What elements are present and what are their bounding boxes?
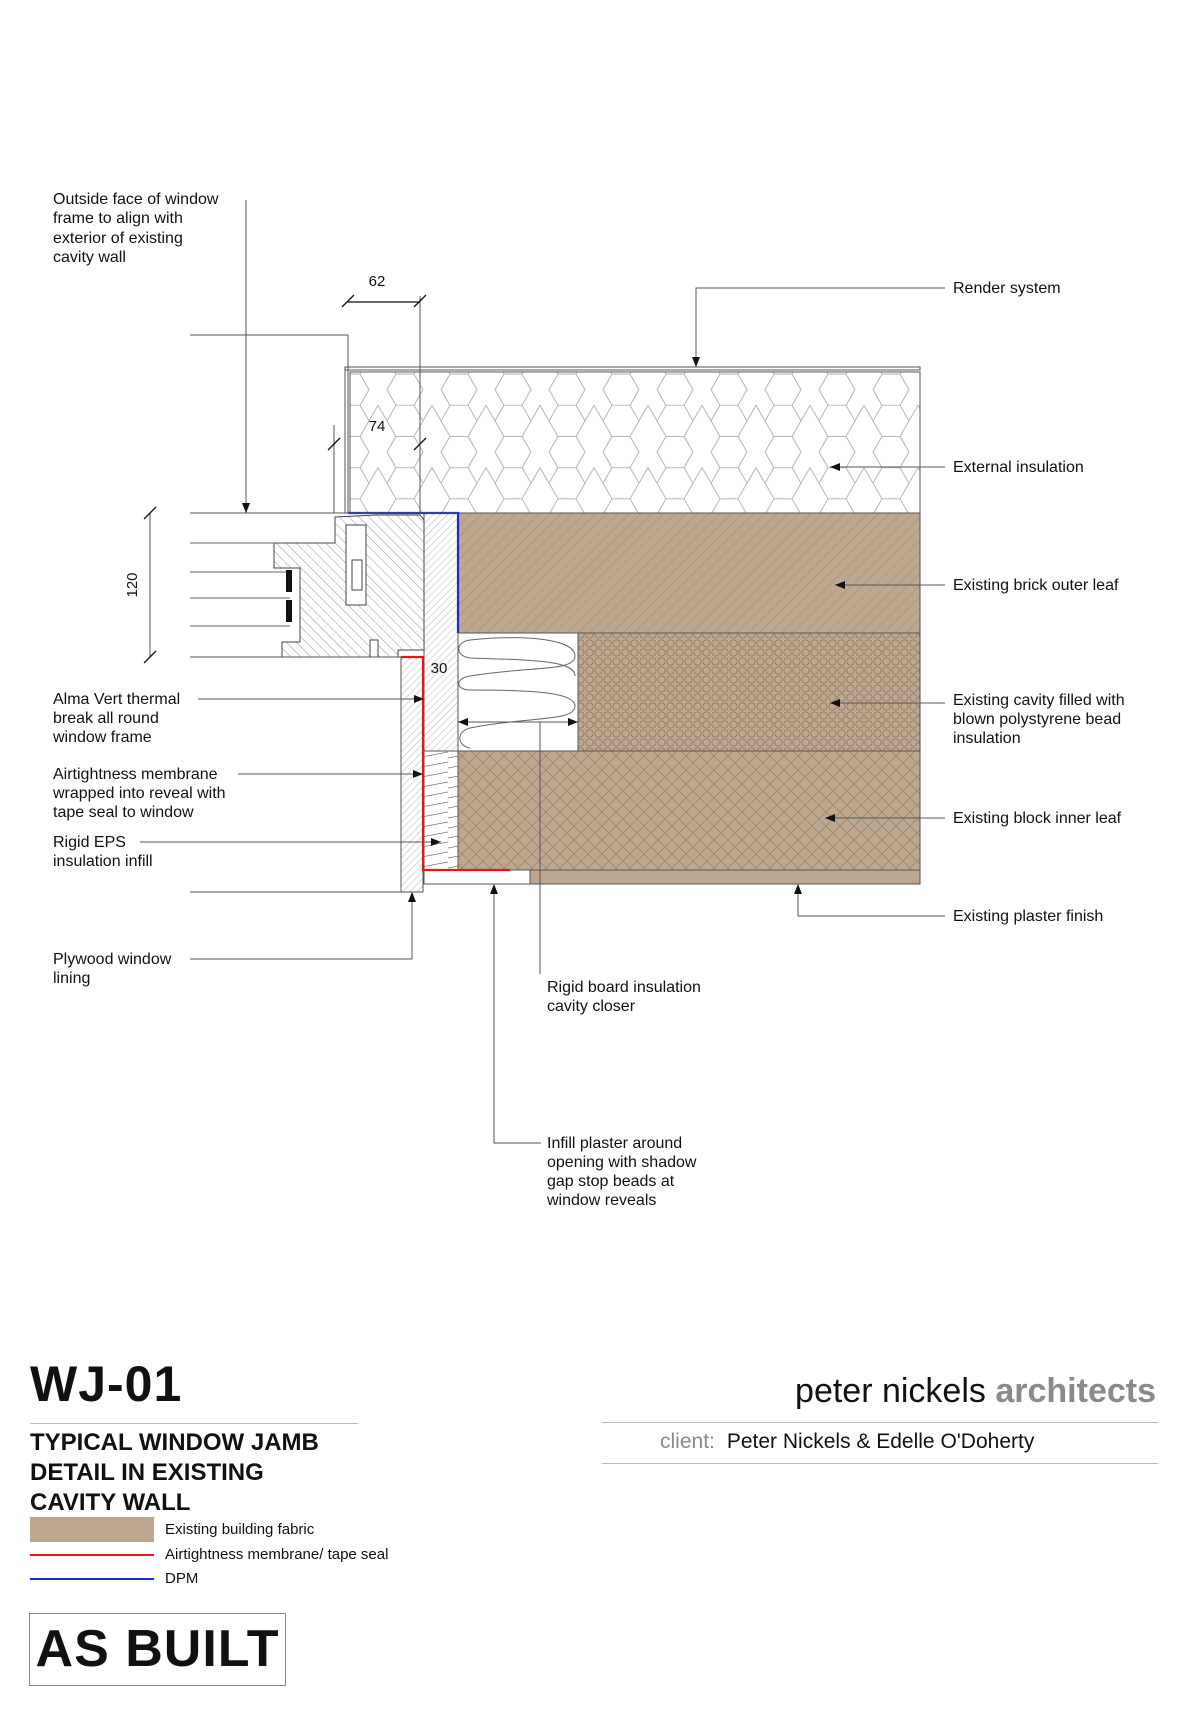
legend-line-dpm — [30, 1578, 154, 1580]
client-label: client: — [660, 1430, 715, 1453]
svg-text:tape seal to window: tape seal to window — [53, 804, 194, 821]
svg-text:blown polystyrene bead: blown polystyrene bead — [953, 711, 1122, 728]
svg-text:insulation: insulation — [953, 730, 1021, 747]
annotation-airtightness — [52, 766, 226, 821]
annotation-alma-vert — [52, 691, 180, 746]
cavity-bead-fill — [578, 633, 920, 751]
leader-plywood — [190, 892, 412, 959]
client-row — [602, 1430, 1158, 1454]
leader-render — [696, 288, 945, 367]
render-line — [345, 367, 920, 370]
svg-text:Infill plaster around: Infill plaster around — [547, 1135, 683, 1152]
svg-text:lining: lining — [53, 970, 91, 987]
title-divider — [30, 1423, 358, 1424]
svg-text:exterior of existing: exterior of existing — [53, 230, 183, 247]
svg-text:gap stop beads at: gap stop beads at — [547, 1173, 675, 1190]
svg-text:Existing cavity filled with: Existing cavity filled with — [953, 692, 1125, 709]
legend-swatch-fabric — [30, 1517, 154, 1542]
external-insulation-band — [350, 372, 920, 513]
annotation-render-system: Render system — [953, 280, 1061, 297]
svg-text:Airtightness membrane: Airtightness membrane — [53, 766, 218, 783]
drawing-reference: WJ-01 — [30, 1356, 183, 1412]
svg-text:window frame: window frame — [53, 729, 152, 746]
legend-label: Airtightness membrane/ tape seal — [165, 1546, 389, 1563]
client-divider — [602, 1463, 1158, 1464]
firm-name — [560, 1372, 1156, 1411]
rigid-eps-infill — [424, 751, 458, 870]
firm-name-bold: architects — [995, 1372, 1156, 1410]
svg-text:Rigid EPS: Rigid EPS — [53, 834, 126, 851]
svg-text:break all round: break all round — [53, 710, 159, 727]
firm-name-plain: peter nickels — [795, 1372, 996, 1410]
dimension-62: 62 — [368, 273, 386, 290]
title-line: TYPICAL WINDOW JAMB — [30, 1429, 319, 1456]
leader-plaster — [798, 884, 945, 916]
cavity-closer-board — [458, 633, 578, 751]
annotation-plaster-finish: Existing plaster finish — [953, 908, 1104, 925]
leader-infill-plaster — [494, 884, 541, 1143]
title-line: CAVITY WALL — [30, 1489, 191, 1516]
svg-text:window reveals: window reveals — [547, 1192, 657, 1209]
legend-label: DPM — [165, 1570, 199, 1587]
annotation-brick-outer-leaf: Existing brick outer leaf — [953, 577, 1119, 594]
svg-text:cavity wall: cavity wall — [53, 249, 126, 266]
dimension-30: 30 — [430, 660, 448, 677]
firm-divider — [602, 1422, 1158, 1423]
svg-text:wrapped into reveal with: wrapped into reveal with — [53, 785, 226, 802]
drawing-title — [30, 1428, 319, 1518]
legend-item-dpm — [30, 1568, 410, 1594]
infill-plaster — [424, 870, 530, 884]
annotation-rigid-eps — [53, 834, 153, 870]
svg-text:frame to align with: frame to align with — [53, 210, 183, 227]
svg-text:Rigid board insulation: Rigid board insulation — [547, 979, 701, 996]
brick-outer-leaf — [458, 513, 920, 633]
svg-text:Outside face of window: Outside face of window — [53, 191, 219, 208]
legend-item-membrane — [30, 1544, 410, 1570]
legend-line-membrane — [30, 1554, 154, 1556]
svg-text:Plywood window: Plywood window — [53, 951, 172, 968]
annotation-plywood — [53, 951, 172, 987]
client-name: Peter Nickels & Edelle O'Doherty — [726, 1430, 1035, 1453]
svg-text:cavity closer: cavity closer — [547, 998, 636, 1015]
annotation-infill-plaster — [546, 1135, 697, 1209]
annotation-cavity-closer — [547, 979, 701, 1015]
annotation-cavity-fill — [953, 692, 1125, 747]
status-stamp: AS BUILT — [29, 1613, 286, 1686]
legend-item-fabric — [30, 1517, 410, 1543]
block-inner-leaf — [458, 751, 920, 870]
plaster-finish — [530, 870, 920, 884]
svg-text:opening with shadow: opening with shadow — [547, 1154, 697, 1171]
svg-text:Alma Vert thermal: Alma Vert thermal — [53, 691, 181, 708]
thermal-break-strip — [424, 513, 458, 751]
legend-label: Existing building fabric — [165, 1521, 315, 1538]
window-frame-assembly — [190, 513, 458, 892]
dimension-120: 120 — [124, 572, 141, 598]
annotation-external-insulation: External insulation — [953, 459, 1084, 476]
annotation-outside-face — [53, 191, 219, 266]
title-line: DETAIL IN EXISTING — [30, 1459, 264, 1486]
dimension-74: 74 — [368, 418, 386, 435]
svg-text:insulation infill: insulation infill — [53, 853, 153, 870]
annotation-block-inner-leaf: Existing block inner leaf — [953, 810, 1122, 827]
